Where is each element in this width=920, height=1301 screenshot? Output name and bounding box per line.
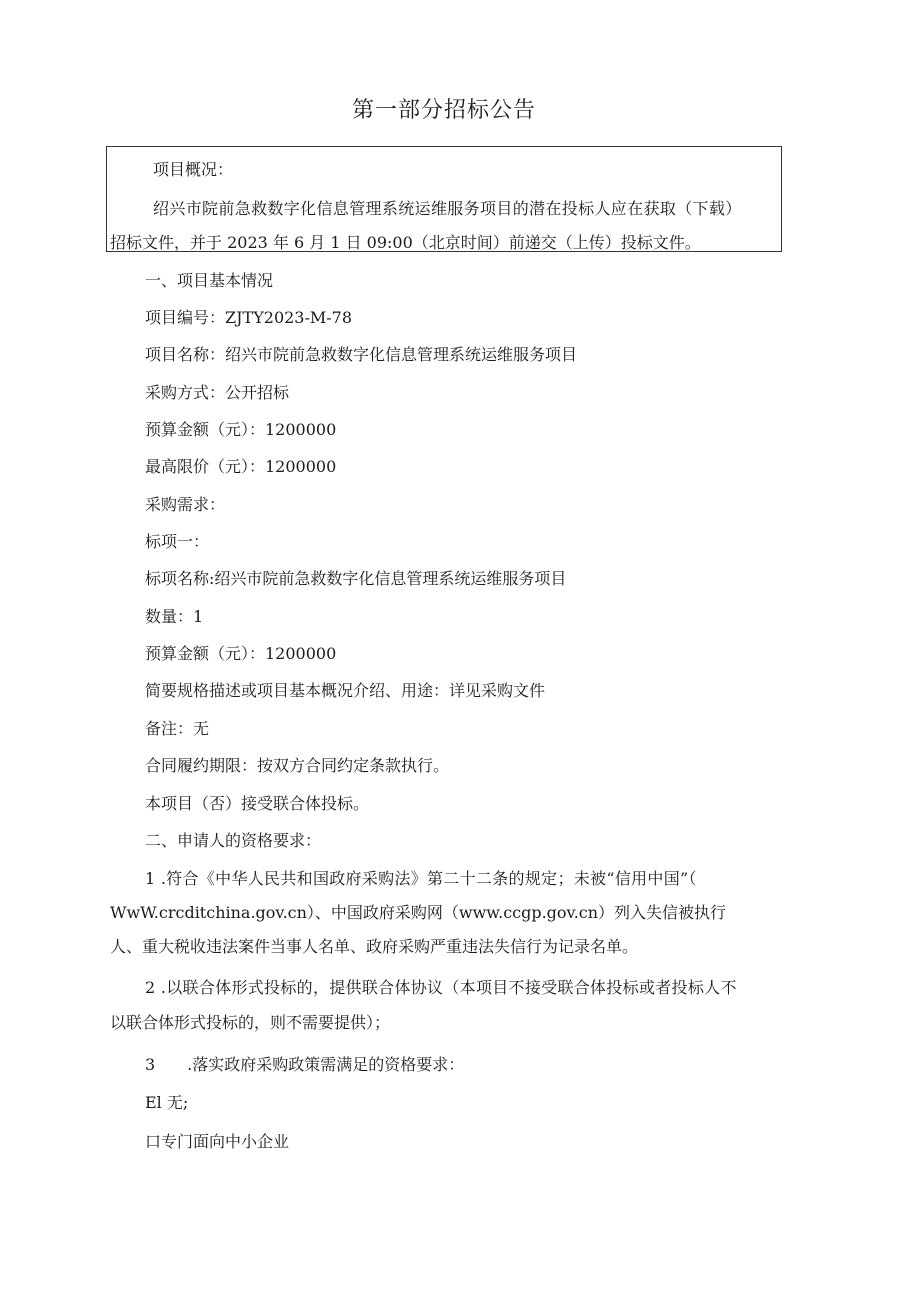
requirement-2-line1: 2 .以联合体形式投标的，提供联合体协议（本项目不接受联合体投标或者投标人不 [145, 978, 737, 997]
procurement-method: 采购方式：公开招标 [145, 383, 290, 402]
requirement-1-line2: WwW.crcditchina.gov.cn）、中国政府采购网（www.ccgp.gov.cn）列入失信被执行 [110, 903, 727, 922]
budget-amount: 预算金额（元）：1200000 [145, 420, 337, 439]
requirement-3: 3 .落实政府采购政策需满足的资格要求： [145, 1055, 465, 1074]
project-number: 项目编号：ZJTY2023-M-78 [145, 308, 353, 327]
max-price: 最高限价（元）：1200000 [145, 457, 337, 476]
project-name: 项目名称：绍兴市院前急救数字化信息管理系统运维服务项目 [145, 345, 578, 364]
requirement-2-line2: 以联合体形式投标的，则不需要提供）； [110, 1013, 391, 1032]
lot-name: 标项名称:绍兴市院前急救数字化信息管理系统运维服务项目 [145, 569, 567, 588]
quantity: 数量：1 [145, 607, 204, 626]
remark: 备注：无 [145, 719, 210, 738]
section1-heading: 一、项目基本情况 [145, 271, 274, 290]
description: 简要规格描述或项目基本概况介绍、用途：详见采购文件 [145, 681, 546, 700]
requirement-1-line1: 1 .符合《中华人民共和国政府采购法》第二十二条的规定；未被“信用中国”（ [145, 869, 697, 888]
lot-budget: 预算金额（元）：1200000 [145, 644, 337, 663]
overview-text-line1: 绍兴市院前急救数字化信息管理系统运维服务项目的潜在投标人应在获取（下载） [153, 199, 742, 218]
lot-label: 标项一： [145, 532, 210, 551]
overview-heading: 项目概况： [153, 160, 234, 179]
page-title: 第一部分招标公告 [351, 98, 536, 123]
procurement-requirements: 采购需求： [145, 495, 226, 514]
section2-heading: 二、申请人的资格要求： [145, 831, 322, 850]
policy-option-none: El 无; [145, 1093, 189, 1112]
policy-option-sme: 口专门面向中小企业 [145, 1132, 290, 1151]
requirement-1-line3: 人、重大税收违法案件当事人名单、政府采购严重违法失信行为记录名单。 [110, 937, 639, 956]
overview-text-line2: 招标文件，并于 2023 年 6 月 1 日 09:00（北京时间）前递交（上传）投标文件。 [110, 233, 701, 252]
contract-period: 合同履约期限：按双方合同约定条款执行。 [145, 756, 450, 775]
consortium-statement: 本项目（否）接受联合体投标。 [145, 794, 370, 813]
